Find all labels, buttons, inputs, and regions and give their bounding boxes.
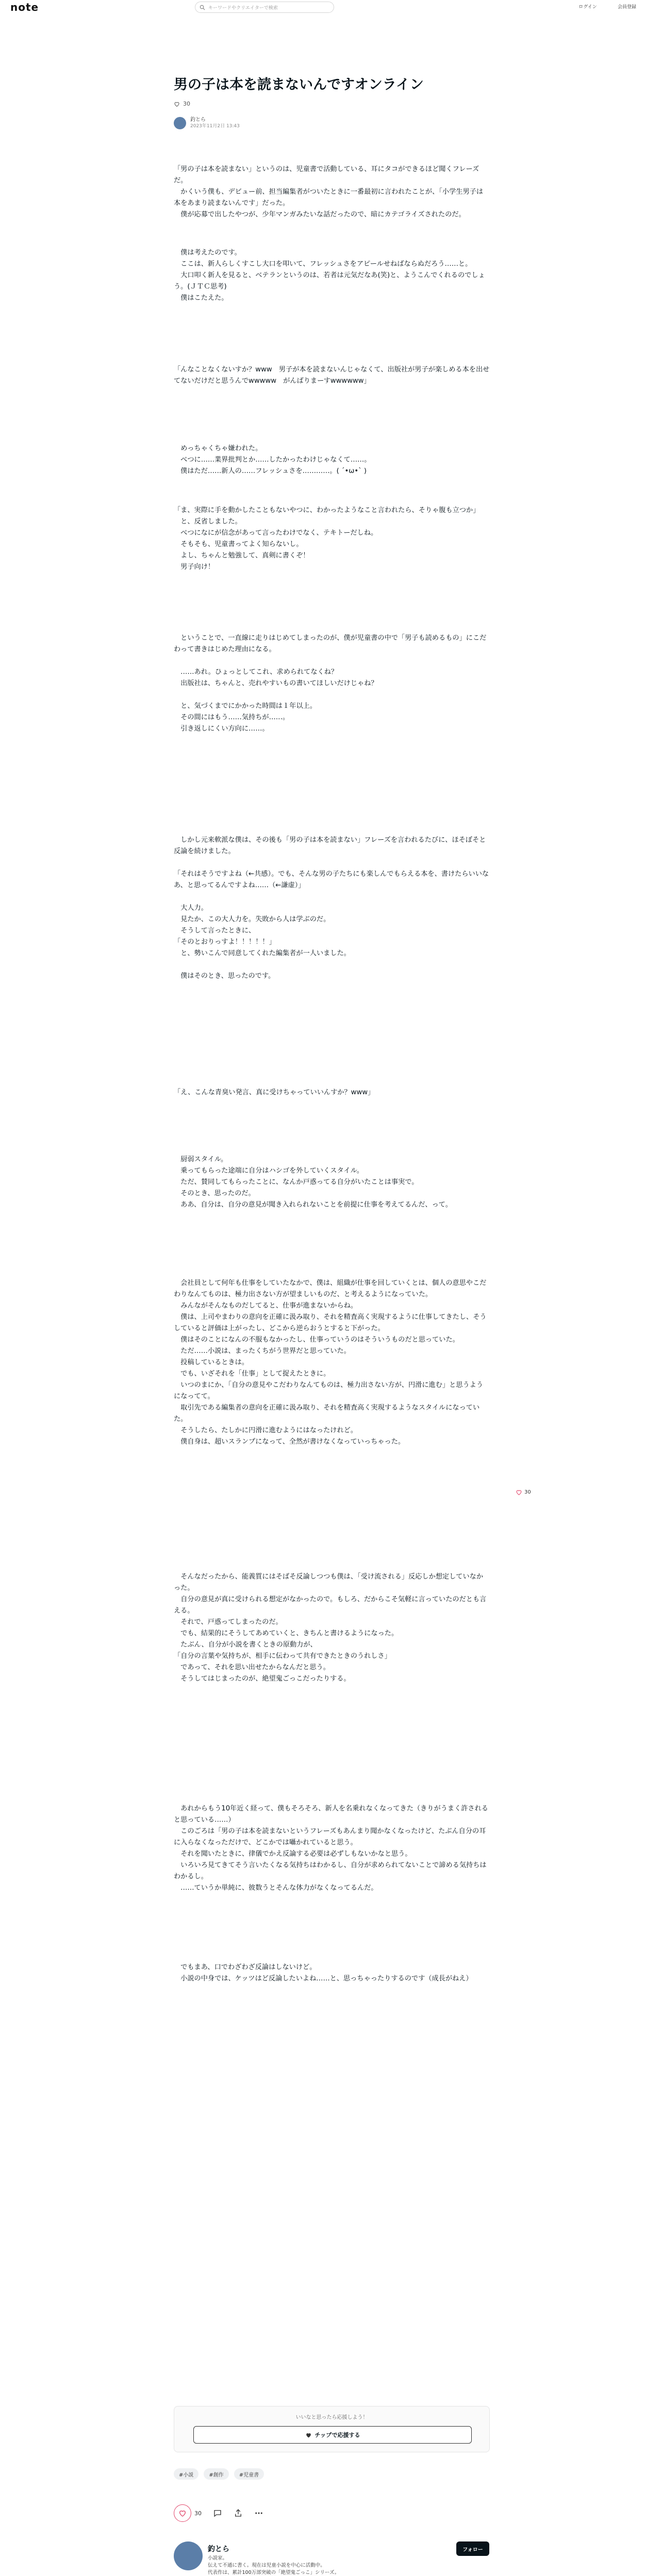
tag-item[interactable]: #児童書 bbox=[234, 2468, 264, 2480]
tag-item[interactable]: #小説 bbox=[174, 2468, 198, 2480]
article-paragraph: 「男の子は本を読まない」というのは、児童書で活動している、耳にタコができるほど聞くフレーズだ。 かくいう僕も、デビュー前、担当編集者がついたときに一番最初に言われたことが、「小学生男子は本をあまり読まないんです」だった。 僕が応募で出したやつが、少年マンガみたいな話だったので、暗にカテゴライズされたのだ。 bbox=[174, 165, 484, 218]
article-paragraph: あれからもう10年近く経って、僕もそろそろ、新人を名乗れなくなってきた（きりがうまく許されると思っている……） このごろは「男の子は本を読まないというフレーズもあんまり聞かなくなったけど、たぶん自分の耳に入らなくなっただけで、どこかでは囁かれていると思う。 それを聞いたときに、律儀でかえ反論する必要は必ずしもないかなと思う。 いろいろ見てきてそう言いたくなる気持ちはわかるし、自分が求められてないことで諦める気持ちはわかるし。 ……ていうか単純に、彼数うとそんな体力がなくなってるんだ。 bbox=[174, 1805, 488, 1892]
article-paragraph: ということで、一直線に走りはじめてしまったのが、僕が児童書の中で「男子も読めるもの」にこだわって書きはじめた理由になる。 ……あれ。ひょっとしてこれ、求められてなくね？ 出版社は、ちゃんと、売れやすいもの書いてほしいだけじゃね？ と、気づくまでにかかった時間は１年以上。 その間にはもう……気持ちが……。 引き返しにくい方向に……。 bbox=[174, 634, 487, 733]
floating-actions bbox=[516, 1489, 531, 1496]
tag-list bbox=[174, 2468, 264, 2480]
login-button[interactable]: ログイン bbox=[578, 4, 597, 10]
support-section bbox=[174, 2406, 490, 2452]
tip-icon bbox=[305, 2432, 312, 2438]
likes-count: 30 bbox=[183, 100, 190, 107]
comment-icon[interactable] bbox=[213, 2509, 222, 2518]
more-icon[interactable] bbox=[254, 2509, 263, 2518]
article-paragraph: 「んなことなくないすか？www 男子が本を読まないんじゃなくて、出版社が男子が楽しめる本を出せてないだけだと思うんでwwwww がんばりまーすwwwwww」 bbox=[174, 366, 490, 385]
article-paragraph: しかし元来軟派な僕は、その後も「男の子は本を読まない」フレーズを言われるたびに、ほそぼそと反論を続けました。 「それはそうですよね（←共感）。でも、そんな男の子たちにも楽しんでもらえる本を、書けたらいいなあ、と思ってるんですよね……（←謙虚）」 大人力。 見たか、この大人力を。失敗から人は学ぶのだ。 そうして言ったときに、 「そのとおりっすよ！！！！！」 と、勢いこんで同意してくれた編集者が一人いました。 僕はそのとき、思ったのです。 bbox=[174, 836, 489, 980]
article-paragraph: めっちゃくちゃ嫌われた。 べつに……業界批判とか……したかったわけじゃなくて……。 僕はただ……新人の……フレッシュさを…………。( ´•ω•` ) bbox=[180, 445, 371, 475]
article-title: 男の子は本を読まないんですオンライン bbox=[174, 77, 424, 93]
search-placeholder: キーワードやクリエイターで検索 bbox=[208, 5, 278, 11]
publish-date: 2023年11月2日 13:43 bbox=[190, 124, 240, 129]
article-paragraph: そんなだったから、能義質にはそばそ反論しつつも僕は、「受け流される」反応しか想定していなかった。 自分の意見が真に受けられる想定がなかったので。もしろ、だからこそ気軽に言っていたのだとも言える。 それで、戸惑ってしまったのだ。 でも、結果的にそうしてあめていくと、きちんと書けるようになった。 たぶん、自分が小説を書くときの原動力が、 「自分の言葉や気持ちが、相手に伝わって共有できたときのうれしさ」 であって、それを思い出せたからなんだと思う。 そうしてはじまったのが、絶望鬼ごっこだったりする。 bbox=[174, 1573, 487, 1683]
article-paragraph: でもまあ、口でわざわざ反論はしないけど。 小説の中身では、ケッツはど反論したいよね……と、思っちゃったりするのです（成長がねえ） bbox=[180, 1963, 473, 1982]
author-name[interactable]: 釣とら bbox=[190, 117, 206, 123]
like-button[interactable] bbox=[174, 2504, 191, 2522]
article-likes[interactable] bbox=[174, 100, 190, 107]
tag-item[interactable]: #創作 bbox=[204, 2468, 228, 2480]
sidebar-like-count: 30 bbox=[524, 1489, 531, 1495]
article-paragraph: 「え、こんな青臭い発言、真に受けちゃっていいんすか？www」 bbox=[174, 1089, 375, 1096]
sidebar-like[interactable] bbox=[516, 1489, 531, 1496]
site-header bbox=[0, 0, 662, 14]
author-avatar[interactable] bbox=[174, 117, 186, 129]
article-paragraph: 「ま、実際に手を動かしたこともないやつに、わかったようなこと言われたら、そりゃ腹も立つか」 と、反省しました。 べつになにが信念があって言ったわけでなく、テキトーだしね。 そもそも、児童書ってよく知らないし。 よし、ちゃんと勉強して、真剣に書くぞ！ 男子向け！ bbox=[174, 506, 480, 571]
tip-button[interactable] bbox=[193, 2426, 472, 2444]
search-input[interactable] bbox=[195, 2, 334, 13]
article-paragraph: 会社員として何年も仕事をしていたなかで、僕は、組織が仕事を回していくとは、個人の意思やこだわりなんてものは、極力出さない方が望ましいものだ、と考えるようになっていた。 みんながそんなものだしてると、仕事が進まないからね。 僕は、上司やまわりの意向を正確に汲み取り、それを精査高く実現するように仕事してきたし、そうしていると評価は上がったし、どこから逆らおうとすると下がった。 僕はそのことになんの不服もなかったし、仕事っていうのはそういうものだと思っていた。 ただ……小説は、まったくちがう世界だと思っていた。 投稿しているときは。 でも、いざそれを「仕事」として捉えたときに。 いつのまにか、「自分の意見やこだわりなんてものは、極力出さない方が、円滑に進む」と思うようになってて。 取引先である編集者の意向を正確に汲み取り、それを精査高く実現するようなスタイルになっていた。 そうしたら、たしかに円滑に進むようにはなったけれど。 僕自身は、超いスランプになって、全然が書けなくなっていっちゃった。 bbox=[174, 1279, 487, 1446]
profile-bio: 小説家。 伝えて不通に書く。現在は児童小説を中心に活動中。 代表作は、累計100万部突破の「絶望鬼ごっこ」シリーズ。 bbox=[208, 2555, 340, 2575]
author-info[interactable] bbox=[174, 116, 240, 129]
follow-button[interactable]: フォロー bbox=[456, 2541, 489, 2556]
support-message: いいなと思ったら応援しよう！ bbox=[295, 2415, 368, 2420]
author-profile bbox=[174, 2541, 490, 2576]
like-count: 30 bbox=[194, 2510, 202, 2517]
heart-icon bbox=[516, 1489, 522, 1496]
heart-icon bbox=[178, 2509, 187, 2517]
article-paragraph: 厨弱スタイル。 乗ってもらった途端に自分はハシゴを外していくスタイル。 ただ、賛同してもらったことに、なんか戸惑ってる自分がいたことは事実で。 そのとき、思ったのだ。 ああ、自分は、自分の意見が聞き入れられないことを前提に仕事を考えてるんだ、って。 bbox=[180, 1156, 452, 1209]
article-paragraph: 僕は考えたのです。 ここは、新人らしくすこし大口を叩いて、フレッシュさをアピールせねばならぬだろう……と。 大口叩く新人を見ると、ベテランというのは、若者は元気だなあ(笑)と、ようこんでくれるのでしょう。(ＪＴＣ思考) 僕はこたえた。 bbox=[174, 249, 485, 302]
note-logo[interactable]: note bbox=[10, 1, 39, 13]
signup-button[interactable]: 会員登録 bbox=[606, 1, 648, 11]
profile-avatar[interactable] bbox=[174, 2541, 203, 2570]
search-icon bbox=[200, 5, 205, 10]
article-actions bbox=[174, 2504, 490, 2522]
heart-icon bbox=[174, 101, 180, 107]
tip-button-label: チップで応援する bbox=[315, 2432, 360, 2438]
profile-name[interactable]: 釣とら bbox=[208, 2545, 229, 2553]
share-icon[interactable] bbox=[234, 2509, 243, 2518]
